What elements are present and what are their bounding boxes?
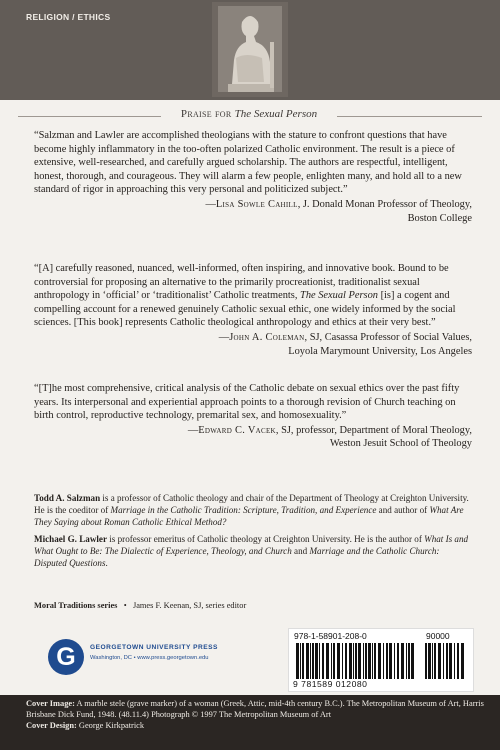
- quote-affiliation: Boston College: [407, 212, 472, 224]
- quote-block: [34, 129, 472, 225]
- praise-prefix: Praise for: [180, 108, 232, 120]
- price-code: 90000: [426, 631, 450, 641]
- series-editor: James F. Keenan, SJ, series editor: [132, 601, 247, 610]
- quote-author-title: , SJ, professor, Department of Moral Theology,: [275, 424, 472, 436]
- cover-design-credit: George Kirkpatrick: [76, 721, 145, 730]
- author-name: Todd A. Salzman: [34, 493, 101, 503]
- barcode-addon-bars: [425, 643, 467, 679]
- quote-affiliation: Loyola Marymount University, Los Angeles: [288, 345, 472, 357]
- quote-text: “[A] carefully reasoned, nuanced, well-informed, often inspiring, and innovative book. Bound to be controversial for proposing an alternative to the primarily procreationist, traditionalist sexual anthropology in ‘official’ or ‘traditionalist’ Catholic treatments, The Sexual Person [is] a cogent and compelling account for a renewed genuinely Catholic sexual ethic, one widely informed by the social sciences. [This book] represents Catholic theological anthropology and ethics at their very best.”: [34, 263, 456, 329]
- author-bios: [34, 493, 474, 576]
- author-name: Michael G. Lawler: [34, 534, 107, 545]
- quote-author-title: , SJ, Casassa Professor of Social Values,: [304, 331, 472, 343]
- cover-image-label: Cover Image:: [26, 699, 75, 708]
- quote-author-title: , J. Donald Monan Professor of Theology,: [297, 198, 472, 210]
- quote-author: Lisa Sowle Cahill: [215, 198, 298, 210]
- quote-affiliation: Weston Jesuit School of Theology: [329, 438, 472, 450]
- quote-book-title: The Sexual Person: [300, 290, 378, 302]
- publisher-logo: [48, 637, 228, 687]
- barcode-digits: 9 781589 012080: [293, 679, 368, 689]
- quote-attribution: —Lisa Sowle Cahill, J. Donald Monan Professor of Theology, Boston College: [205, 198, 472, 224]
- cover-main-panel: [0, 100, 500, 695]
- praise-header: [0, 107, 500, 127]
- cover-credits: [26, 698, 488, 731]
- publisher-emblem-letter: G: [56, 643, 76, 671]
- quote-text: “[T]he most comprehensive, critical analysis of the Catholic debate on sexual ethics over the past fifty years. Its interpersonal and experiential approach points to a thorough revision of Church teaching on birth control, reproductive technology, premarital sex, and homosexuality.”: [34, 383, 460, 422]
- author-bio: Michael G. Lawler is professor emeritus of Catholic theology at Creighton University. He is the author of What Is and What Ought to Be: The Dialectic of Experience, Theology, and Church and Marriage and the Catholic Church: Disputed Questions.: [34, 534, 469, 568]
- publisher-name: GEORGETOWN UNIVERSITY PRESS: [90, 644, 218, 651]
- quote-author: Edward C. Vacek: [198, 424, 276, 436]
- series-line: [34, 601, 246, 610]
- barcode-bars: [296, 643, 416, 679]
- quote-attribution: —Edward C. Vacek, SJ, professor, Department of Moral Theology, Weston Jesuit School of Theology: [187, 424, 472, 450]
- praise-book-title: The Sexual Person: [234, 108, 318, 120]
- divider-left: [18, 116, 161, 117]
- author-bio: Todd A. Salzman is a professor of Catholic theology and chair of the Department of Theology at Creighton University. He is the coeditor of Marriage in the Catholic Tradition: Scripture, Tradition, and Experience and author of What Are They Saying about Roman Catholic Ethical Method?: [34, 493, 469, 527]
- cover-top-band: [0, 0, 500, 100]
- credits-band: [0, 695, 500, 750]
- quote-attribution: —John A. Coleman, SJ, Casassa Professor of Social Values, Loyola Marymount University, Los Angeles: [218, 331, 472, 357]
- divider-right: [337, 116, 482, 117]
- cover-image-credit: A marble stele (grave marker) of a woman (Greek, Attic, mid-4th century B.C.). The Metropolitan Museum of Art, Harris Brisbane Dick Fund, 1948. (48.11.4) Photograph © 1997 The Metropolitan Museum of Art: [26, 699, 484, 719]
- quote-text: “Salzman and Lawler are accomplished theologians with the stature to confront questions that have become highly inflammatory in the too-often polarized Catholic environment. The result is a piece of extensive, well-researched, and carefully argued scholarship. The authors are respectful, intelligent, honest, thorough, and courageous. They will alarm a few people, enlighten many, and hold all to a new standard of rigor in approaching this very personal and politicized subject.”: [34, 130, 462, 196]
- quote-block: [34, 262, 472, 358]
- isbn-number: 978-1-58901-208-0: [294, 631, 367, 641]
- quote-author: John A. Coleman: [229, 331, 305, 343]
- category-label: RELIGION / ETHICS: [26, 12, 111, 22]
- statue-image: [212, 2, 288, 97]
- barcode: [288, 628, 474, 692]
- cover-design-label: Cover Design:: [26, 721, 77, 730]
- series-name: Moral Traditions series: [34, 601, 118, 610]
- series-bullet: •: [123, 601, 127, 610]
- publisher-address: Washington, DC • www.press.georgetown.edu: [90, 655, 209, 661]
- quote-block: [34, 382, 472, 451]
